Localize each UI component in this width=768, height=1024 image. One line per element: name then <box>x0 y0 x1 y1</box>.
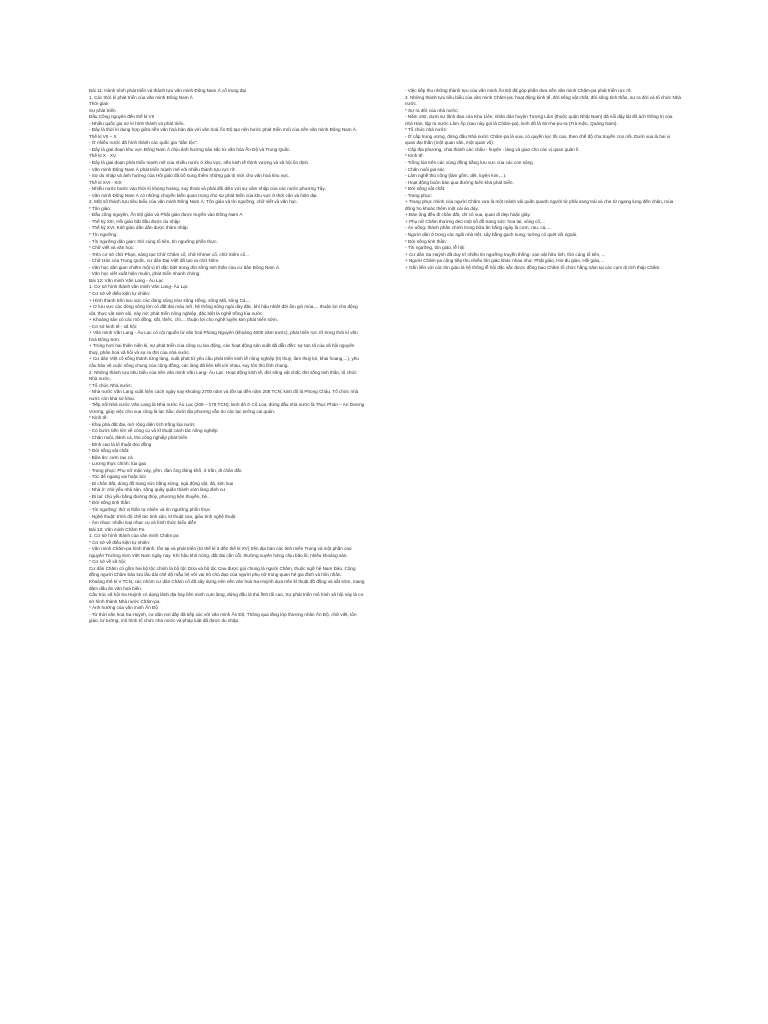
text-line: - Trang phục: Phụ nữ mặc váy, yếm, đàn ông đóng khố, ở trần, đi chân đất. <box>89 467 243 473</box>
text-line: 2. Những thành tựu tiêu biểu của nền văn minh Văn Lang- Âu Lạc: Hoạt động kinh tế, đời sống vật chất, đời sống tinh thần, tổ chức Nhà nước. <box>89 369 357 382</box>
text-line: * Sự ra đời của nhà nước: <box>405 107 459 113</box>
text-line: - Chữ Hán của Trung Quốc, cư dân Đại Việt đã tạo ra chữ Nôm. <box>89 258 220 264</box>
text-line: - Trồng lúa trên các vùng đồng bằng lưu vực của các con sông <box>405 160 533 166</box>
text-line: - Tín ngưỡng: thờ vị thần tự nhiên và tín ngưỡng phồn thực <box>89 507 211 512</box>
text-line: * Chữ viết và văn học: <box>89 245 135 251</box>
text-line: Thế kỉ VII – X <box>89 133 117 139</box>
text-line: 1. Cơ sở hình thành của văn minh Chăm pa <box>89 533 179 539</box>
text-line: - Thế kỷ XIII, Hồi giáo bắt đầu được du nhập <box>89 218 180 224</box>
text-line: - Nhà ở: chủ yếu nhà sàn, sống quây quần thành xóm làng đinh cư <box>89 487 226 493</box>
text-line: 2. Những thành tựu tiêu biểu của văn minh Chăm-pa: hoạt động kinh tế, đời sống vật chất, đời sống tinh thần, sự ra đời và tổ chức Nhà nước. <box>405 94 681 107</box>
text-line: 1. Cơ sở hình thành văn minh Văn Lang- Âu Lạc <box>89 284 188 290</box>
text-line: Thế kỉ XVI - XIX <box>89 179 122 185</box>
text-line: - Bữa ăn: cơm rau cá <box>89 454 133 460</box>
text-line: - Lương thực chính: lúa gạo <box>89 461 147 467</box>
text-line: + Người Chăm-pa cũng tiếp thu nhiều tôn giáo khác nhau như: Phật giáo, Hin-đu giáo, Hồi giáo,... <box>405 258 605 264</box>
text-line: - Việc tiếp thu những thành tựu của văn minh Ấn Độ đã góp phần đưa nền văn minh Chăm-pa phát triển rực rỡ. <box>405 88 633 93</box>
text-line: Bài 11: Hành trình phát triển và thành tựu văn minh Đông Nam Á cổ trung đại <box>89 88 246 93</box>
text-line: * Tôn giáo: <box>89 205 112 211</box>
text-line: - Cấp địa phương, chia thành các châu - huyện - làng và giao cho các vị quan quản lí. <box>405 146 580 152</box>
text-line: 1. Các thời kì phát triển của văn minh Đông Nam Á <box>89 94 193 100</box>
text-line: + Cư dân Sa Huỳnh đã duy trì nhiều tín ngưỡng truyền thống: vạn vật hữu linh, thờ cúng tổ tiên, ... <box>405 251 606 257</box>
text-line: - Đầu công nguyên, Ấn Độ giáo và Phật giáo được truyền vào Đông Nam Á <box>89 212 243 218</box>
text-line: * Kinh tế: <box>405 153 424 159</box>
text-line: + Trang phục chính của người Chăm xưa là một mảnh vải quấn quanh người từ phải sang trái và che từ ngang lưng đến chân, mùa đông họ khoác thêm một cái áo dày. <box>405 199 674 211</box>
text-line: * Tổ chức nhà nước: <box>405 127 448 133</box>
text-line: - Ở nhiều nước đã hình thành các quốc gia "dân tộc". <box>89 140 198 146</box>
text-line: Bài 12: Văn minh Văn Lang - Âu Lạc <box>89 277 164 283</box>
text-line: - Tiếp nối Nhà nước Văn Lang là Nhà nước Âu Lạc (208 – 179 TCN); kinh đô ở Cổ Loa; đứng đầu nhà nước là Thục Phán – An Dương Vương, giúp việc cho vua cũng là lạc hầu; dưới địa phương vẫn do các lạc tướng cai quản. <box>89 402 365 414</box>
text-line: Đầu Công nguyên đến thế kỉ VII <box>89 114 155 120</box>
text-line: - Chăn nuôi, đánh cá, thủ công nghiệp phát triển <box>89 434 188 440</box>
text-line: + Khoáng sản có các mỏ đồng, sắt, thiếc, chì,... thuận lợi cho nghề luyện kim phát triển sớm. <box>89 317 278 323</box>
text-line: + Cư dân Việt cổ sống thành từng làng, xuất phát từ yêu cầu phát triển kinh tế nông nghiệp (trị thuỷ, làm thuỷ lợi, khai hoang,...), yêu cầu bảo vệ cuộc sống chung của cộng đồng, các làng đã liên kết với nhau, suy tôn thủ lĩnh chung. <box>89 356 359 368</box>
text-line: * Đời sống vật chất: <box>89 448 130 454</box>
text-line: + Ở lưu vực các dòng sông lớn có đất đai màu mỡ, hệ thống sông ngòi dày đặc, khí hậu nhiệt đới ẩm gió mùa,... thuận lợi cho động vật, thực vật sinh sôi, nảy nở; phát triển nông nghiệp, đặc biệt là nghề trồng lúa nước <box>89 304 358 316</box>
text-line: - Ăn uống: thành phần chính trong bữa ăn hằng ngày là cơm, rau, cá,... <box>405 225 551 231</box>
text-line: - Tín ngưỡng dân gian: thờ cúng tổ tiên, tín ngưỡng phồn thực. <box>89 238 218 244</box>
text-line: * Cơ sở về xã hội: <box>89 559 126 565</box>
text-line: - Nhiều nước bước vào thời kì khủng hoảng, suy thoái và phải đối diện với sự xâm nhập của các nước phương Tây. <box>89 186 326 192</box>
text-line: - Nhiều quốc gia sơ kì hình thành và phát triển. <box>89 120 185 126</box>
text-line: Cấu trúc xã hội Sa Huỳnh có dạng lãnh địa hay liên minh cụm làng, đứng đầu là thủ lĩnh tối cao. Sự phát triển mô hình xã hội này là cơ sở hình thành Nhà nước Chăm-pa. <box>89 592 364 604</box>
text-line: Cư dân Chăm có gồm hai bộ tộc chính là bộ tộc Dừa và bộ tộc Cau được gọi chung là người Chăm, thuộc ngữ hệ Nam Đảo. Cộng đồng người Chăm bảo lưu lâu dài chế độ mẫu hệ với vai trò chủ đạo của người phụ nữ trong quan hệ gia đình và hôn nhân. <box>89 565 356 578</box>
text-line: * Đời sống vật chất: <box>405 186 446 192</box>
text-line: + Đàn ông đều đi chân đất, chỉ có vua, quan đi dép hoặc giày. <box>405 212 531 218</box>
text-line: - Đi lại: chủ yếu bằng đường thủy, phương tiện thuyền, bè... <box>89 493 211 499</box>
text-line: - Văn minh Đông Nam Á có những chuyển biến quan trọng cho sự phát triển của khu vực ở thời cận và hiện đại. <box>89 192 318 198</box>
text-line: - Đây là thời kì dung hợp giữa nền văn hoá bản địa với văn hoá Ấn Độ tạo nên bước phát triển mới của nền văn minh Đông Nam Á. <box>89 127 358 133</box>
text-line: * Tín ngưỡng: <box>89 232 118 238</box>
text-line: * Ảnh hưởng của văn minh Ấn Độ <box>89 605 158 611</box>
text-line: - Đi chân đất, dùng đồ trang sức bằng sừng, ngà động vật, đá, kim loại <box>89 480 234 486</box>
text-line: - Văn học dân gian chiếm một vị trí đặc biệt trong đời sống tinh thần của cư dân Đông Nam Á. <box>89 264 281 270</box>
text-line: - Cơ sở kinh tế - xã hội: <box>89 323 138 329</box>
text-line: - Đây là giai đoạn phát triển mạnh mẽ của nhiều nước ở khu vực, nền kinh tế thịnh vượng và xã hội ổn định. <box>89 160 310 166</box>
text-line: - Nghệ thuật: trình độ chế tác tinh xảo, kĩ thuật cao, giàu tính nghệ thuật <box>89 513 236 519</box>
text-line: Sự phát triển <box>89 107 116 113</box>
text-line: - Âm nhạc: nhiều loại nhạc cụ và hình thức biểu diễn <box>89 520 197 526</box>
text-line: * Cơ sở về điều kiện tự nhiên: <box>89 290 151 296</box>
text-line: - Có bước tiến lớn về công cụ và kĩ thuật canh tác nông nghiệp <box>89 428 218 434</box>
text-line: - Thế kỷ XVI, Kitô giáo dần dần được thâm nhập <box>89 225 188 231</box>
text-line: - Hoạt động buôn bán qua đường biển khá phát triển. <box>405 179 514 185</box>
text-line: - Đây là giai đoạn khu vực Đông Nam Á chịu ảnh hưởng sâu sắc từ văn hóa Ấn Độ và Trung Quốc. <box>89 146 291 152</box>
text-line: Bài 13: Văn minh Chăm Pa <box>89 526 145 532</box>
text-line: - Trên cơ sở chữ Phạn, sáng tạo Chữ Chăm cổ, chữ Khmer cổ, chữ Xiêm cổ... <box>89 251 250 257</box>
text-line: * Đời sống tinh thần: <box>405 238 447 244</box>
text-line: 2. Một số thành tựu tiêu biểu của văn minh Đông Nam Á: Tôn giáo và tín ngưỡng, chữ viết và văn học. <box>89 199 298 205</box>
text-line: - Tín ngưỡng, tôn giáo, lễ hội <box>405 245 465 251</box>
text-line: * Tổ chức Nhà nước: <box>89 382 133 388</box>
text-line: + Văn minh Văn Lang - Âu Lạc có cội nguồn từ văn hoá Phùng Nguyên (khoảng 4000 năm trước), phát triển rực rỡ trong thời kì văn hoá Đông Sơn. <box>89 330 358 342</box>
text-line: + Gắn liền với các tôn giáo là hệ thống lễ hội đặc sắc được đồng bao Chăm tổ chức hằng năm tại các cụm di tích tháp Chăm. <box>405 264 661 270</box>
text-line: - Năm 192, dưới sự lãnh đạo của Khu Liên, nhân dân huyện Tượng Lâm (thuộc quận Nhật Nam) đã nổi dậy lật đổ ách thống trị của nhà Hán, lập ra nước Lâm Ấp (sau này gọi là Chăm-pa), kinh đô là Sin-ha-pu-ra (Trà Kiệu, Quảng Nam). <box>405 114 673 126</box>
text-line: - Làm nghề thủ công (làm gốm, dệt, luyện kim,...). <box>405 173 507 179</box>
text-line: - Ở cấp trung ương, đứng đầu Nhà nước Chăm-pa là vua, có quyền lực tối cao, theo chế độ cha truyền con nối. Dưới vua là hai vị quan đại thần (một quan văn, một quan võ). <box>405 133 671 146</box>
text-line: - Văn học viết xuất hiện muộn, phát triển nhanh chóng. <box>89 271 201 277</box>
right-text-column <box>405 88 681 271</box>
text-line: - Trang phục: <box>405 192 433 198</box>
text-line: + Hình thành trên lưu vực các dòng sông như sông Hồng, sông Mã, sông Cả,... <box>89 297 251 303</box>
text-line: - Nhà nước Văn Lang xuất hiện cách ngày nay khoảng 2700 năm và tồn tại đến năm 208 TCN; kinh đô là Phong Châu. Tổ chức nhà nước còn khá sơ khai. <box>89 389 359 401</box>
text-line: - Chăn nuôi gia súc <box>405 166 445 172</box>
text-line: - Tóc để ngang vai hoặc búi <box>89 474 146 480</box>
text-line: - Khai phá đất đai, mở rộng diện tích trồng lúa nước <box>89 421 195 427</box>
left-text-column <box>89 88 365 625</box>
text-line: - Người dân ở trong các ngôi nhà trệt, xây bằng gạch nung, tường có quét vôi ngoài. <box>405 232 578 238</box>
text-line: - Từ thời văn hoá Sa Huỳnh, cư dân nơi đây đã tiếp xúc với văn minh Ấn Độ. Thông qua tầng lớp thương nhân Ấn Độ, chữ viết, tôn giáo, tư tưởng, mô hình tổ chức nhà nước và pháp luật đã được du nhập. <box>89 611 357 624</box>
text-line: * Đời sống tinh thần: <box>89 500 131 506</box>
text-line: - Văn minh Đông Nam Á phát triển mạnh mẽ với nhiều thành tựu rực rỡ. <box>89 166 236 172</box>
text-line: * Kinh tế: <box>89 415 108 421</box>
text-line: - Văn minh Chăm-pa hình thành, tồn tại và phát triển (từ thế kỉ II đến thế kỉ XV) trên địa bàn các tỉnh miền Trung và một phần cao nguyên Trường Sơn Việt Nam ngày nay. Khí hậu khô nóng, đất đai cằn cỗi, thường xuyên hứng chịu bão lũ, nhiều khoáng sản. <box>89 546 352 558</box>
text-line: Khoảng thế kỉ V TCN, các nhóm cư dân Chăm cổ đã xây dựng nên nền văn hoá Sa Huỳnh dựa trên kĩ thuật đồ đồng và sắt sớm, mang đậm dấu ấn văn hoá biển. <box>89 579 365 591</box>
text-line: + Phụ nữ Chăm thường đeo một số đồ trang sức: hoa tai, vòng cổ,... <box>405 218 546 224</box>
text-line: + Trong hơn hai thiên niên kỉ, sự phát triển của công cụ lao động, các hoạt động sản xuất đã dẫn đến: sự tan rã của xã hội nguyên thuỷ, phân hoá xã hội và sự ra đời của nhà nước. <box>89 343 355 355</box>
text-line: * Cơ sở về điều kiện tự nhiên: <box>89 539 151 545</box>
text-line: Thế kỉ X - XV <box>89 153 117 159</box>
text-line: Thời gian <box>89 101 109 107</box>
text-line: - Đỉnh cao là kĩ thuật đúc đồng <box>89 441 152 447</box>
text-line: - Sự du nhập và ảnh hưởng của Hồi giáo đã bổ sung thêm những giá trị mới cho văn hoá khu vực. <box>89 173 290 179</box>
